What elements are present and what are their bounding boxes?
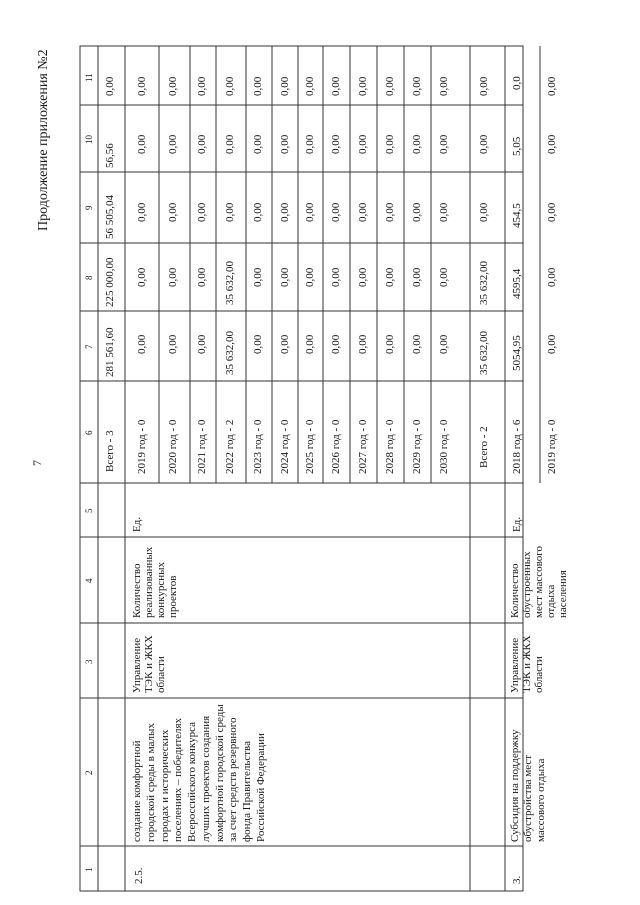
row-2-5-indicator: Количество реализованных конкурсных проектов: [131, 546, 179, 618]
col-header-10: 10: [84, 135, 94, 144]
value-c9: 0,00: [478, 202, 490, 222]
col-header-5: 5: [84, 508, 94, 513]
value-c8: 35 632,00: [224, 261, 236, 305]
value-c8: 4595,4: [511, 268, 523, 299]
value-c10: 0,00: [136, 134, 148, 154]
value-c11: 0,00: [136, 76, 148, 96]
value-c10: 5,05: [511, 136, 523, 156]
value-c7: 0,00: [330, 334, 342, 354]
value-c11: 0,00: [224, 76, 236, 96]
value-c8: 0,00: [546, 267, 558, 287]
year-cell: 2021 год - 0: [196, 419, 208, 474]
value-c11: 0,00: [304, 76, 316, 96]
value-c7: 0,00: [304, 334, 316, 354]
value-c7: 0,00: [196, 334, 208, 354]
value-c9: 0,00: [411, 202, 423, 222]
value-c11: 0,0: [511, 76, 523, 90]
value-c8: 0,00: [411, 267, 423, 287]
value-c8: 0,00: [304, 267, 316, 287]
col-header-8: 8: [84, 275, 94, 280]
value-c8: 0,00: [136, 267, 148, 287]
value-c9: 0,00: [384, 202, 396, 222]
value-c8: 0,00: [357, 267, 369, 287]
value-c9: 0,00: [136, 202, 148, 222]
col-header-4: 4: [84, 578, 94, 583]
value-c10: 0,00: [438, 134, 450, 154]
value-c8: 0,00: [196, 267, 208, 287]
value-c9: 0,00: [224, 202, 236, 222]
value-c10: 0,00: [279, 134, 291, 154]
value-c7: 0,00: [136, 334, 148, 354]
value-c8: 0,00: [438, 267, 450, 287]
value-c11: 0,00: [438, 76, 450, 96]
page-title: Продолжение приложения №2: [36, 49, 51, 231]
year-cell: Всего - 2: [478, 426, 490, 468]
value-c7: 35 632,00: [478, 331, 490, 375]
year-cell: 2019 год - 0: [546, 419, 558, 474]
row-3-num: 3.: [511, 875, 523, 884]
col-header-1: 1: [84, 867, 94, 872]
col-header-7: 7: [84, 344, 94, 349]
value-c10: 0,00: [357, 134, 369, 154]
value-c9: 0,00: [438, 202, 450, 222]
value-c10: 0,00: [546, 134, 558, 154]
value-c9: 0,00: [357, 202, 369, 222]
value-c11: 0,00: [330, 76, 342, 96]
value-c10: 0,00: [304, 134, 316, 154]
value-c9: 0,00: [304, 202, 316, 222]
value-c9: 0,00: [330, 202, 342, 222]
year-cell: 2024 год - 0: [279, 419, 291, 474]
value-c11: 0,00: [478, 76, 490, 96]
value-c8: 0,00: [252, 267, 264, 287]
value-c9: 454,5: [511, 203, 523, 228]
value-c11: 0,00: [384, 76, 396, 96]
top-c11: 0,00: [104, 76, 116, 96]
value-c10: 0,00: [252, 134, 264, 154]
col-header-9: 9: [84, 205, 94, 210]
year-cell: 2020 год - 0: [167, 419, 179, 474]
page-number: 7: [30, 460, 44, 466]
value-c9: 0,00: [196, 202, 208, 222]
row-2-5-unit: Ед.: [131, 516, 143, 532]
value-c8: 0,00: [167, 267, 179, 287]
col-header-6: 6: [84, 430, 94, 435]
value-c11: 0,00: [279, 76, 291, 96]
row-2-5-executor: Управление ТЭК и ЖКХ области: [131, 635, 167, 693]
value-c10: 0,00: [411, 134, 423, 154]
value-c7: 35 632,00: [224, 331, 236, 375]
year-cell: 2025 год - 0: [304, 419, 316, 474]
top-c9: 56 505,04: [104, 195, 116, 239]
value-c11: 0,00: [357, 76, 369, 96]
year-cell: 2027 год - 0: [357, 419, 369, 474]
year-cell: 2023 год - 0: [252, 419, 264, 474]
value-c11: 0,00: [252, 76, 264, 96]
value-c8: 0,00: [279, 267, 291, 287]
value-c10: 0,00: [196, 134, 208, 154]
col-header-2: 2: [84, 770, 94, 775]
value-c8: 0,00: [330, 267, 342, 287]
year-cell: 2030 год - 0: [438, 419, 450, 474]
value-c10: 0,00: [224, 134, 236, 154]
value-c9: 0,00: [252, 202, 264, 222]
value-c7: 0,00: [167, 334, 179, 354]
value-c9: 0,00: [167, 202, 179, 222]
value-c7: 0,00: [546, 334, 558, 354]
top-year: Всего - 3: [104, 430, 116, 472]
value-c11: 0,00: [546, 76, 558, 96]
col-header-11: 11: [84, 73, 94, 82]
value-c7: 0,00: [438, 334, 450, 354]
top-c7: 281 561,60: [104, 327, 116, 377]
year-cell: 2029 год - 0: [411, 419, 423, 474]
value-c8: 35 632,00: [478, 261, 490, 305]
value-c7: 0,00: [279, 334, 291, 354]
value-c10: 0,00: [167, 134, 179, 154]
year-cell: 2018 год - 6: [511, 419, 523, 474]
top-c8: 225 000,00: [104, 257, 116, 307]
value-c10: 0,00: [384, 134, 396, 154]
value-c7: 0,00: [357, 334, 369, 354]
value-c11: 0,00: [411, 76, 423, 96]
row-2-5-name: создание комфортной городской среды в малых городах и исторических поселениях – победителях Всероссийского конкурса лучших проектов создания комфортной городской среды за счет средств резервного фонда Правительства Российской Федерации: [131, 704, 267, 842]
value-c7: 5054,95: [511, 335, 523, 371]
top-c10: 56,56: [104, 143, 116, 168]
year-cell: 2019 год - 0: [136, 419, 148, 474]
year-cell: 2028 год - 0: [384, 419, 396, 474]
value-c10: 0,00: [478, 134, 490, 154]
year-cell: 2022 год - 2: [224, 419, 236, 474]
value-c9: 0,00: [279, 202, 291, 222]
row-2-5-num: 2.5.: [133, 867, 145, 884]
year-cell: 2026 год - 0: [330, 419, 342, 474]
col-header-3: 3: [84, 659, 94, 664]
row-3-name: Субсидия на поддержку обустройства мест массового отдыха: [509, 729, 548, 842]
value-c7: 0,00: [384, 334, 396, 354]
value-c7: 0,00: [252, 334, 264, 354]
value-c10: 0,00: [330, 134, 342, 154]
value-c11: 0,00: [167, 76, 179, 96]
value-c11: 0,00: [196, 76, 208, 96]
row-3-unit: Ед.: [511, 516, 523, 532]
row-3-executor: Управление ТЭК и ЖКХ области: [509, 635, 545, 693]
row-3-indicator: Количество обустроенных мест массового отдыха населения: [509, 546, 569, 618]
value-c9: 0,00: [546, 202, 558, 222]
value-c7: 0,00: [411, 334, 423, 354]
value-c8: 0,00: [384, 267, 396, 287]
